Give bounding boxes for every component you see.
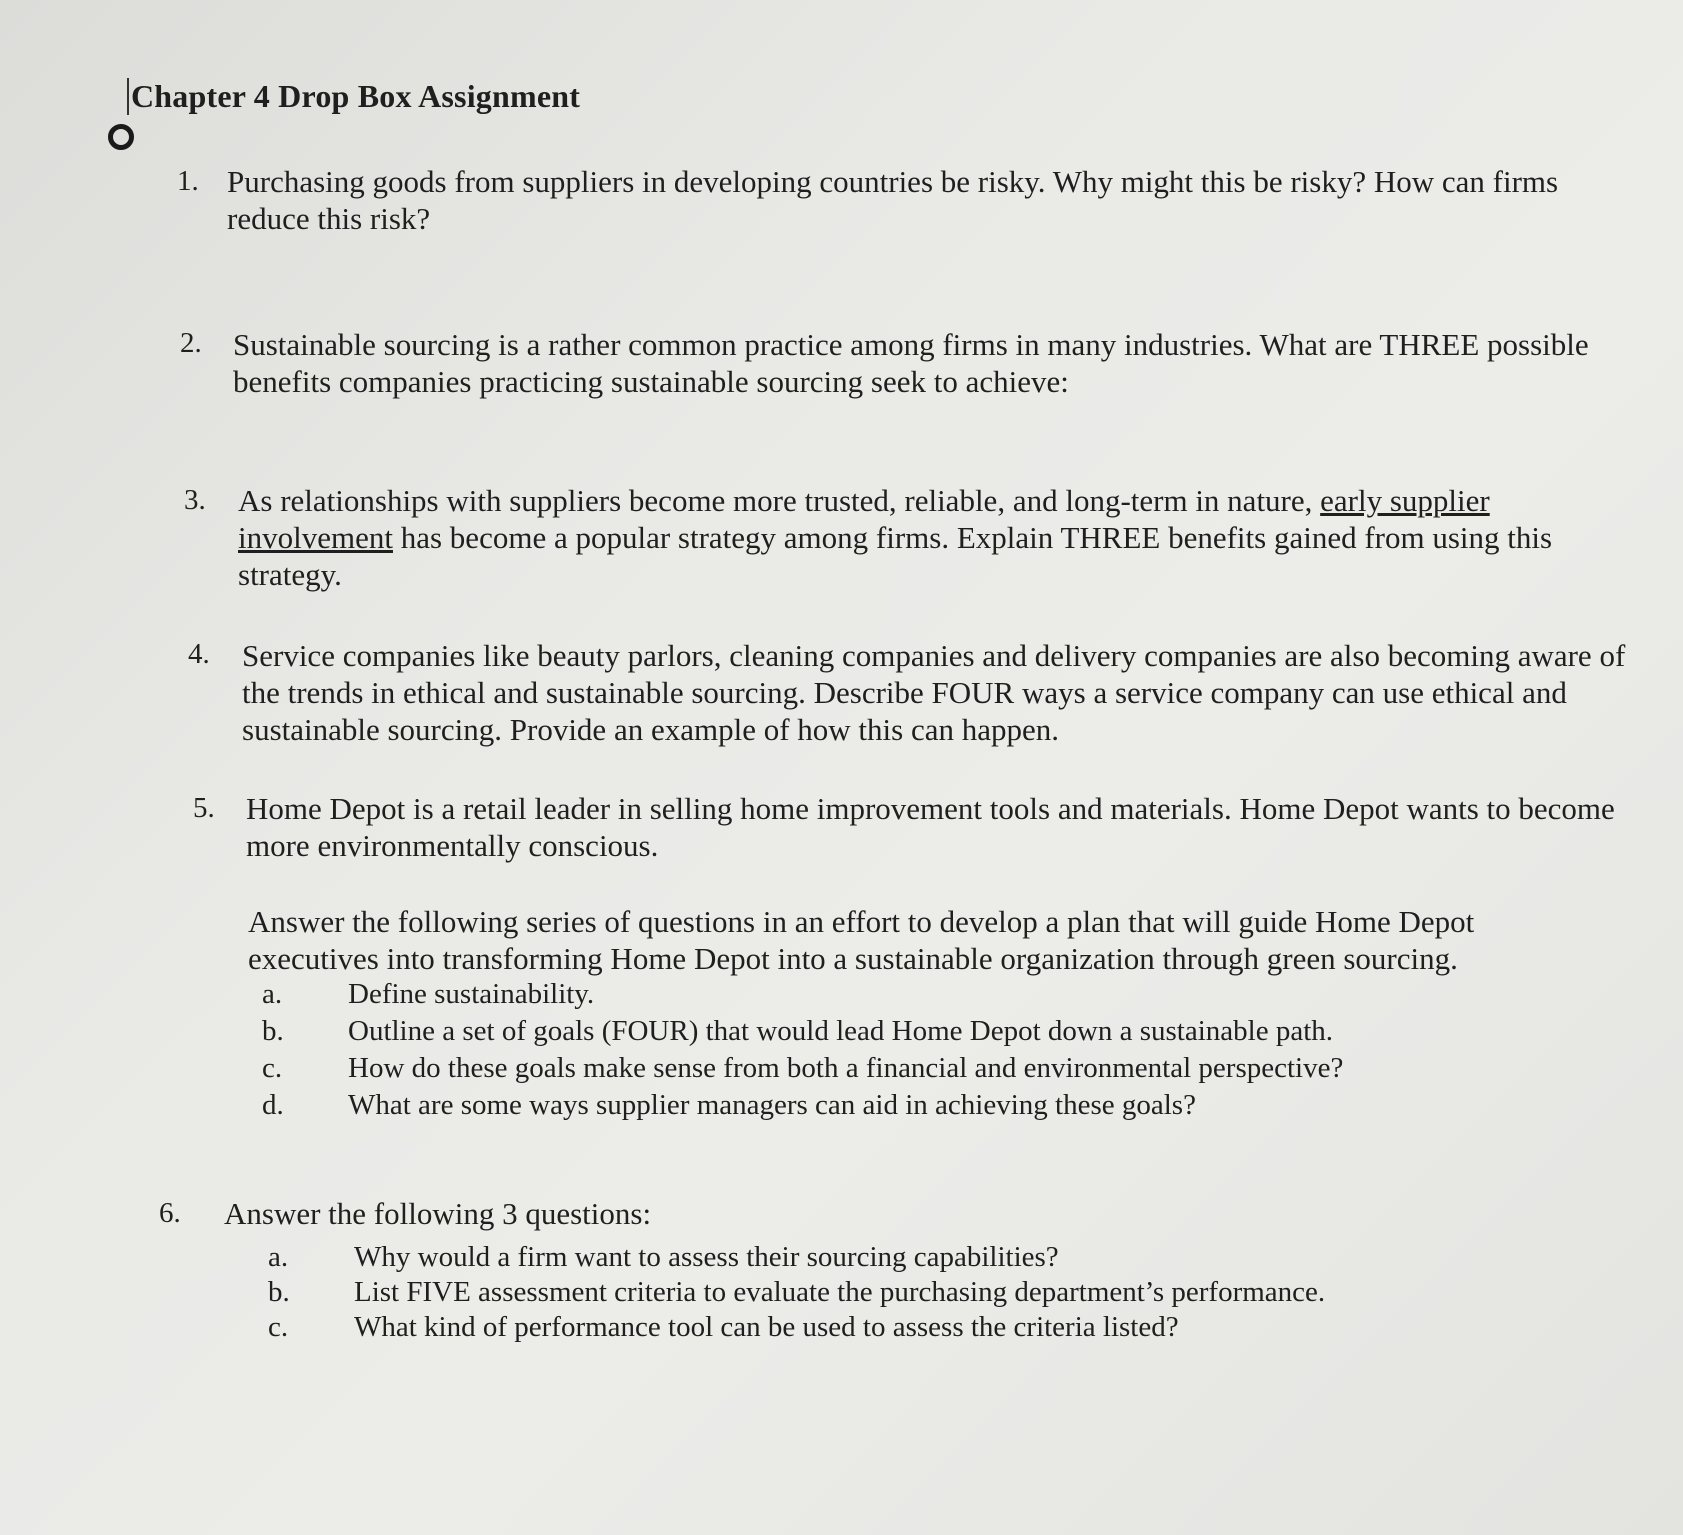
question-1-number: 1. — [177, 165, 199, 197]
sub-letter: d. — [262, 1089, 284, 1121]
question-3-text — [238, 482, 1633, 593]
sub-text: Outline a set of goals (FOUR) that would lead Home Depot down a sustainable path. — [348, 1015, 1333, 1047]
sub-text: List FIVE assessment criteria to evaluate the purchasing department’s performance. — [354, 1276, 1326, 1308]
sub-text: Why would a firm want to assess their sourcing capabilities? — [354, 1241, 1059, 1273]
question-4 — [242, 637, 1637, 748]
sub-text: Define sustainability. — [348, 978, 595, 1010]
sub-text: What kind of performance tool can be used to assess the criteria listed? — [354, 1311, 1179, 1343]
question-6 — [224, 1195, 1224, 1232]
early-supplier-involvement-underline: early supplier involvement — [238, 483, 1490, 555]
question-5-text: Home Depot is a retail leader in selling home improvement tools and materials. Home Depot wants to become more environmentally conscious. — [246, 791, 1615, 863]
question-4-number: 4. — [188, 638, 210, 670]
question-3 — [238, 482, 1633, 593]
sub-text: What are some ways supplier managers can aid in achieving these goals? — [348, 1089, 1196, 1121]
question-2-number: 2. — [180, 327, 202, 359]
question-3-text-before: As relationships with suppliers become more trusted, reliable, and long-term in nature, — [238, 483, 1321, 518]
question-2 — [233, 326, 1623, 400]
question-6-text: Answer the following 3 questions: — [224, 1196, 652, 1231]
question-3-text-after: has become a popular strategy among firms. Explain THREE benefits gained from using this strategy. — [238, 520, 1553, 592]
page-title: Chapter 4 Drop Box Assignment — [127, 78, 580, 115]
sub-letter: c. — [268, 1311, 289, 1343]
question-6-number: 6. — [159, 1197, 181, 1229]
question-5-intro — [248, 903, 1588, 977]
radio-button-icon[interactable] — [108, 124, 134, 150]
question-1 — [227, 163, 1647, 237]
sub-letter: a. — [268, 1241, 289, 1273]
question-5-number: 5. — [193, 792, 215, 824]
question-3-number: 3. — [184, 484, 206, 516]
question-5 — [246, 790, 1636, 864]
sub-text: How do these goals make sense from both a financial and environmental perspective? — [348, 1052, 1344, 1084]
question-5-intro-text: Answer the following series of questions in an effort to develop a plan that will guide Home Depot executives into transforming Home Depot into a sustainable organization through green sourcing. — [248, 904, 1475, 976]
question-2-text: Sustainable sourcing is a rather common practice among firms in many industries. What are THREE possible benefits companies practicing sustainable sourcing seek to achieve: — [233, 327, 1589, 399]
sub-letter: a. — [262, 978, 283, 1010]
question-1-text: Purchasing goods from suppliers in developing countries be risky. Why might this be risky? How can firms reduce this risk? — [227, 164, 1559, 236]
question-4-text: Service companies like beauty parlors, cleaning companies and delivery companies are also becoming aware of the trends in ethical and sustainable sourcing. Describe FOUR ways a service company can use ethical and sustainable sourcing. Provide an example of how this can happen. — [242, 638, 1626, 747]
sub-letter: c. — [262, 1052, 283, 1084]
sub-letter: b. — [268, 1276, 290, 1308]
sub-letter: b. — [262, 1015, 284, 1047]
